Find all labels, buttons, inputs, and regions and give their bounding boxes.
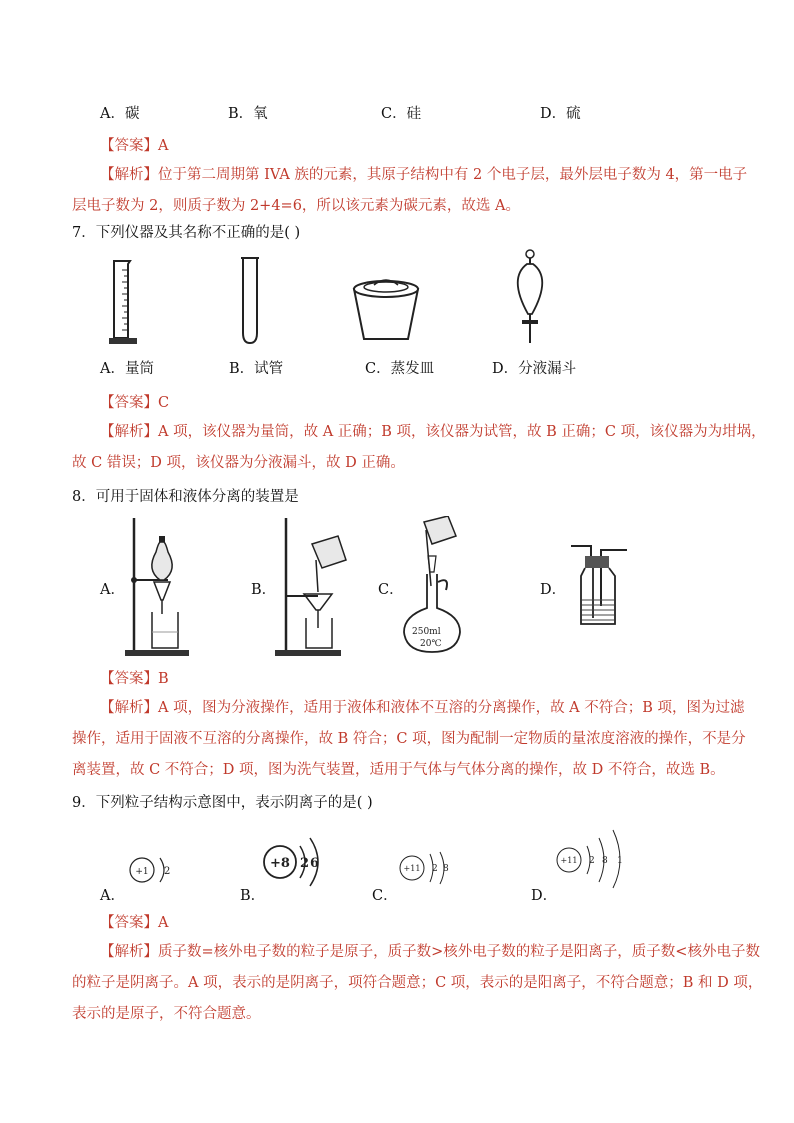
svg-text:8: 8 xyxy=(443,864,449,874)
analysis-tag: 【解析】 xyxy=(100,167,158,183)
svg-text:+1: +1 xyxy=(135,867,149,877)
q7-option-b: B．试管 xyxy=(229,361,284,377)
atomic-structure-diagram-c xyxy=(396,848,466,890)
q8-analysis-line-1: 【解析】A 项，图为分液操作，适用于液体和液体不互溶的分离操作，故 A 不符合；B 项，图为过滤 xyxy=(100,700,745,716)
svg-text:1: 1 xyxy=(617,856,623,866)
q9-option-c: C． xyxy=(372,888,398,904)
q9-option-b: B． xyxy=(240,888,266,904)
q6-analysis-line-2: 层电子数为 2，则质子数为 2+4=6，所以该元素为碳元素，故选 A。 xyxy=(72,198,520,214)
flask-temperature-label: 20℃ xyxy=(420,639,442,649)
q8-option-c: C． xyxy=(378,582,404,598)
atomic-structure-diagram-a xyxy=(124,850,174,890)
q7-option-c: C．蒸发皿 xyxy=(365,361,435,377)
q6-option-d: D．硫 xyxy=(540,106,581,122)
answer-value: C xyxy=(158,395,170,411)
q6-answer xyxy=(100,134,168,155)
q7-option-d: D．分液漏斗 xyxy=(492,361,577,377)
q7-answer xyxy=(100,391,169,412)
q7-analysis-line-1: 【解析】A 项，该仪器为量筒，故 A 正确；B 项，该仪器为试管，故 B 正确；C 项，该仪器为为坩埚， xyxy=(100,424,766,440)
separatory-funnel-figure xyxy=(500,248,560,348)
q6-option-c: C．硅 xyxy=(381,106,422,122)
svg-text:2: 2 xyxy=(300,856,310,871)
svg-text:2: 2 xyxy=(164,866,171,877)
svg-text:+11: +11 xyxy=(560,856,578,865)
q9-analysis-line-2: 的粒子是阴离子。A 项，表示的是阴离子，项符合题意；C 项，表示的是阳离子，不符合题意；B 和 D 项， xyxy=(72,975,763,991)
analysis-tag: 【解析】 xyxy=(100,944,158,960)
svg-text:+11: +11 xyxy=(403,864,421,873)
q9-answer xyxy=(100,911,168,932)
q8-answer xyxy=(100,667,169,688)
q6-option-a: A．碳 xyxy=(100,106,140,122)
q8-analysis-line-2: 操作，适用于固液不互溶的分离操作，故 B 符合；C 项，图为配制一定物质的量浓度溶液的操作，不是分 xyxy=(72,731,746,747)
answer-value: A xyxy=(158,138,169,154)
answer-tag: 【答案】 xyxy=(100,915,158,931)
test-tube-figure xyxy=(236,255,266,347)
q9-analysis-line-1: 【解析】质子数=核外电子数的粒子是原子，质子数>核外电子数的粒子是阳离子，质子数<核外电子数 xyxy=(100,944,760,960)
q9-analysis-line-3: 表示的是原子，不符合题意。 xyxy=(72,1006,261,1022)
answer-tag: 【答案】 xyxy=(100,138,158,154)
atomic-structure-diagram-d xyxy=(555,828,635,890)
crucible-figure xyxy=(350,275,422,347)
answer-tag: 【答案】 xyxy=(100,395,158,411)
q8-analysis-line-3: 离装置，故 C 不符合；D 项，图为洗气装置，适用于气体与气体分离的操作，故 D 不符合，故选 B。 xyxy=(72,762,725,778)
separatory-funnel-apparatus-figure xyxy=(122,514,192,659)
q6-analysis-line-1: 【解析】位于第二周期第 IVA 族的元素，其原子结构中有 2 个电子层，最外层电子数为 4，第一电子 xyxy=(100,167,748,183)
svg-text:8: 8 xyxy=(602,856,608,866)
atomic-structure-diagram-b xyxy=(262,836,332,892)
analysis-tag: 【解析】 xyxy=(100,424,158,440)
q8-option-d: D． xyxy=(540,582,567,598)
volumetric-flask-figure xyxy=(398,516,476,656)
q9-option-d: D． xyxy=(531,888,558,904)
q8-option-b: B． xyxy=(251,582,277,598)
answer-value: B xyxy=(158,671,169,687)
q9-option-a: A． xyxy=(100,888,125,904)
answer-value: A xyxy=(158,915,169,931)
analysis-tag: 【解析】 xyxy=(100,700,158,716)
svg-text:2: 2 xyxy=(589,856,595,866)
gas-washing-bottle-figure xyxy=(565,540,635,630)
q7-option-a: A．量筒 xyxy=(100,361,154,377)
q6-option-b: B．氧 xyxy=(228,106,268,122)
q7-question: 7．下列仪器及其名称不正确的是( ) xyxy=(72,225,301,241)
svg-text:2: 2 xyxy=(432,864,438,874)
q9-question: 9．下列粒子结构示意图中，表示阴离子的是( ) xyxy=(72,795,373,811)
filtration-apparatus-figure xyxy=(272,514,352,659)
flask-volume-label: 250ml xyxy=(412,627,441,637)
answer-tag: 【答案】 xyxy=(100,671,158,687)
q8-question: 8．可用于固体和液体分离的装置是 xyxy=(72,489,299,505)
q8-option-a: A． xyxy=(100,582,125,598)
graduated-cylinder-figure xyxy=(104,258,144,346)
svg-text:+8: +8 xyxy=(270,856,290,871)
svg-text:6: 6 xyxy=(310,856,320,871)
q7-analysis-line-2: 故 C 错误；D 项，该仪器为分液漏斗，故 D 正确。 xyxy=(72,455,405,471)
